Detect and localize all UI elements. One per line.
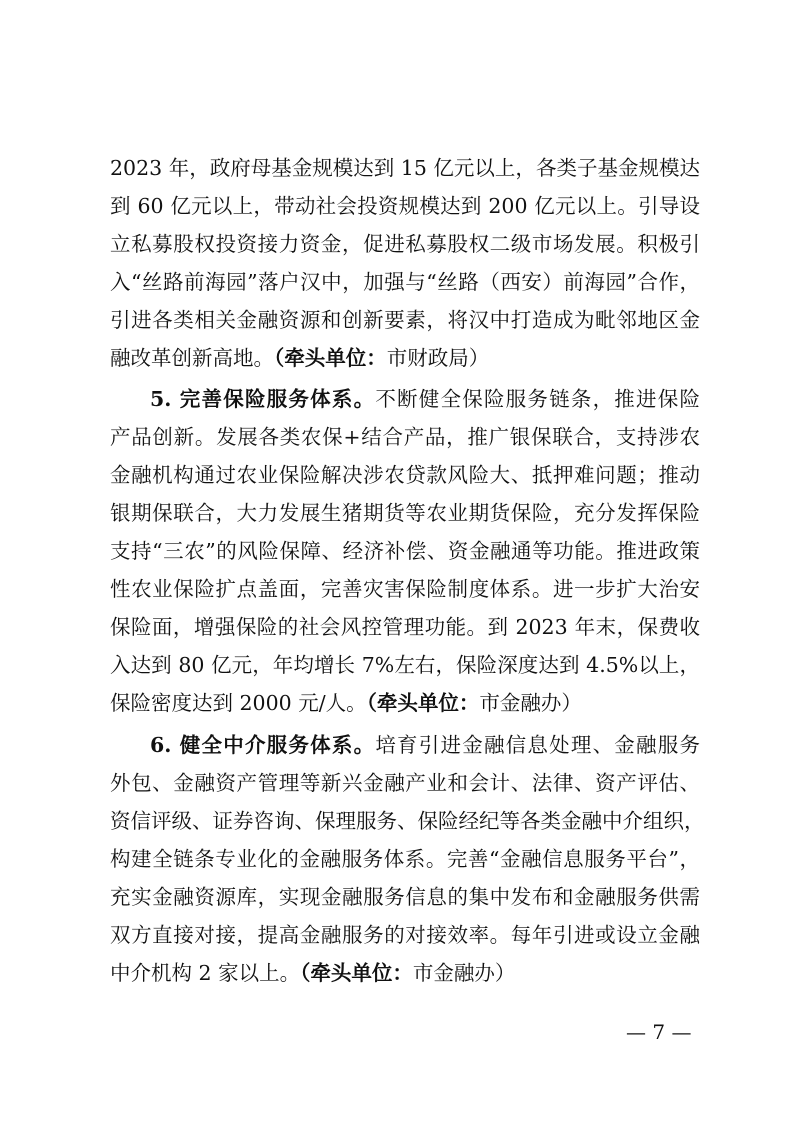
text-line: 银期保联合，大力发展生猪期货等农业期货保险，充分发挥保险 xyxy=(110,501,700,525)
lead-unit-label: （牵头单位： xyxy=(300,961,413,985)
text-line: 入“丝路前海园”落户汉中，加强与“丝路（西安）前海园”合作， xyxy=(110,270,700,294)
text-line: 金融机构通过农业保险解决涉农贷款风险大、抵押难问题；推动 xyxy=(110,463,700,487)
text-fragment: 融改革创新高地。 xyxy=(110,346,274,370)
page-number: — 7 — xyxy=(626,1020,692,1044)
section-heading-line xyxy=(150,380,700,418)
text-line: 2023 年，政府母基金规模达到 15 亿元以上，各类子基金规模达 xyxy=(110,156,700,180)
text-fragment: 不断健全保险服务链条，推进保险 xyxy=(375,387,700,411)
text-line-last xyxy=(110,339,700,377)
text-fragment: 培育引进金融信息处理、金融服务 xyxy=(375,733,700,757)
text-line-last xyxy=(110,684,700,722)
text-line: 双方直接对接，提高金融服务的对接效率。每年引进或设立金融 xyxy=(110,923,700,947)
section-heading-line xyxy=(150,726,700,764)
text-line: 产品创新。发展各类农保+结合产品，推广银保联合，支持涉农 xyxy=(110,425,700,449)
text-line: 资信评级、证券咨询、保理服务、保险经纪等各类金融中介组织， xyxy=(110,809,705,833)
text-fragment: 中介机构 2 家以上。 xyxy=(110,961,301,985)
text-line: 保险面，增强保险的社会风控管理功能。到 2023 年末，保费收 xyxy=(110,615,700,639)
text-fragment: 保险密度达到 2000 元/人。 xyxy=(110,691,367,715)
lead-unit-label: （牵头单位： xyxy=(274,346,387,370)
text-line: 性农业保险扩点盖面，完善灾害保险制度体系。进一步扩大治安 xyxy=(110,577,700,601)
text-line: 支持“三农”的风险保障、经济补偿、资金融通等功能。推进政策 xyxy=(110,539,700,563)
text-line: 构建全链条专业化的金融服务体系。完善“金融信息服务平台”， xyxy=(110,847,700,871)
text-line-last xyxy=(110,954,700,992)
text-line: 引进各类相关金融资源和创新要素，将汉中打造成为毗邻地区金 xyxy=(110,308,700,332)
lead-unit-name: 市金融办） xyxy=(412,961,516,985)
section-heading: 5. 完善保险服务体系。 xyxy=(150,387,376,411)
text-line: 立私募股权投资接力资金，促进私募股权二级市场发展。积极引 xyxy=(110,232,700,256)
lead-unit-label: （牵头单位： xyxy=(366,691,480,715)
text-line: 到 60 亿元以上，带动社会投资规模达到 200 亿元以上。引导设 xyxy=(110,194,700,218)
text-line: 入达到 80 亿元，年均增长 7%左右，保险深度达到 4.5%以上， xyxy=(110,653,700,677)
text-line: 充实金融资源库，实现金融服务信息的集中发布和金融服务供需 xyxy=(110,885,700,909)
lead-unit-name: 市财政局） xyxy=(386,346,490,370)
section-heading: 6. 健全中介服务体系。 xyxy=(150,733,376,757)
text-line: 外包、金融资产管理等新兴金融产业和会计、法律、资产评估、 xyxy=(110,771,700,795)
lead-unit-name: 市金融办） xyxy=(479,691,582,715)
